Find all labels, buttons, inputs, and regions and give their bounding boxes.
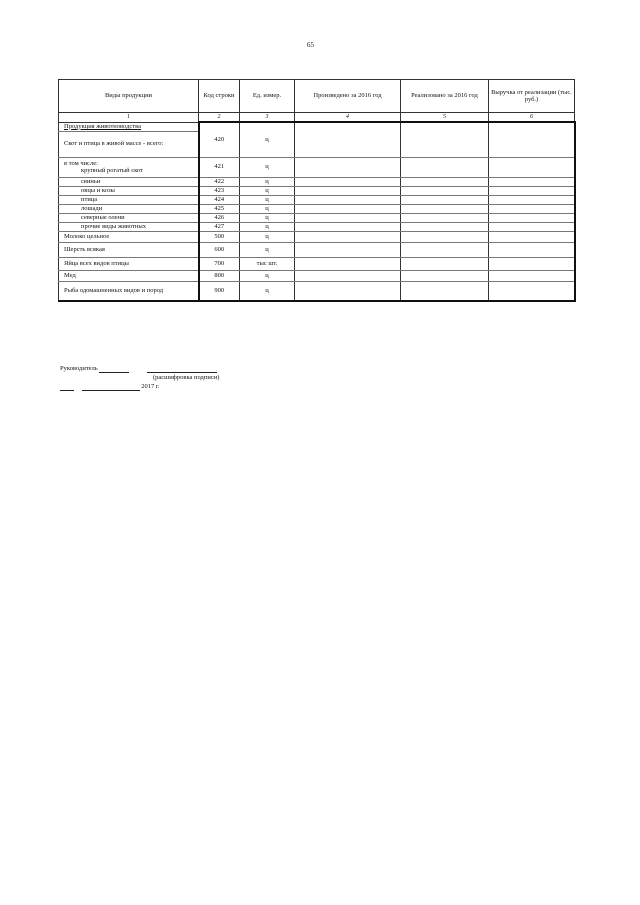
row-code: 426 <box>199 213 240 222</box>
signature-field[interactable] <box>99 372 129 373</box>
row-name: Шерсть всякая <box>59 242 199 257</box>
table-row <box>59 213 575 222</box>
row-code: 422 <box>199 177 240 186</box>
cell-sold[interactable] <box>401 281 489 301</box>
signature-line <box>60 364 219 373</box>
cell-sold[interactable] <box>401 257 489 270</box>
header-row-code: Код строки <box>199 80 240 113</box>
row-unit: ц <box>240 281 295 301</box>
col-number: 6 <box>489 113 575 123</box>
cell-produced[interactable] <box>295 204 401 213</box>
production-table <box>58 79 576 302</box>
cell-produced[interactable] <box>295 213 401 222</box>
day-field[interactable] <box>60 390 74 391</box>
row-code: 421 <box>199 157 240 177</box>
cell-revenue[interactable] <box>489 257 575 270</box>
table-row <box>59 204 575 213</box>
cell-revenue[interactable] <box>489 270 575 281</box>
table-row <box>59 195 575 204</box>
row-code: 700 <box>199 257 240 270</box>
cell-produced[interactable] <box>295 242 401 257</box>
row-unit: ц <box>240 204 295 213</box>
col-number: 5 <box>401 113 489 123</box>
decode-caption: (расшифровка подписи) <box>153 374 220 382</box>
row-code: 424 <box>199 195 240 204</box>
row-name-intro: в том числе: <box>64 159 98 167</box>
cell-sold[interactable] <box>401 222 489 231</box>
row-name: птица <box>59 195 199 204</box>
cell-revenue[interactable] <box>489 242 575 257</box>
year-label: 2017 г. <box>141 383 160 391</box>
cell-produced[interactable] <box>295 231 401 242</box>
cell-sold[interactable] <box>401 186 489 195</box>
header-unit: Ед. измер. <box>240 80 295 113</box>
cell-produced[interactable] <box>295 281 401 301</box>
cell-sold[interactable] <box>401 242 489 257</box>
month-field[interactable] <box>82 390 140 391</box>
date-line <box>60 382 219 391</box>
row-code: 900 <box>199 281 240 301</box>
cell-produced[interactable] <box>295 186 401 195</box>
row-name: Мед <box>59 270 199 281</box>
cell-produced[interactable] <box>295 195 401 204</box>
table-row <box>59 257 575 270</box>
cell-sold[interactable] <box>401 177 489 186</box>
cell-revenue[interactable] <box>489 157 575 177</box>
cell-produced[interactable] <box>295 257 401 270</box>
table-row <box>59 270 575 281</box>
row-name: северные олени <box>59 213 199 222</box>
table-row <box>59 242 575 257</box>
cell-sold[interactable] <box>401 270 489 281</box>
row-unit: ц <box>240 213 295 222</box>
cell-revenue[interactable] <box>489 186 575 195</box>
cell-produced[interactable] <box>295 157 401 177</box>
cell-revenue[interactable] <box>489 177 575 186</box>
col-number: 4 <box>295 113 401 123</box>
cell-revenue[interactable] <box>489 204 575 213</box>
header-revenue: Выручка от реализации (тыс. руб.) <box>489 80 575 113</box>
cell-sold[interactable] <box>401 213 489 222</box>
table-row <box>59 177 575 186</box>
table-row <box>59 186 575 195</box>
row-name: Молоко цельное <box>59 231 199 242</box>
page-number: 65 <box>307 41 314 49</box>
table-row <box>59 157 575 177</box>
cell-sold[interactable] <box>401 231 489 242</box>
row-code: 600 <box>199 242 240 257</box>
row-unit: ц <box>240 242 295 257</box>
cell-produced[interactable] <box>295 270 401 281</box>
cell-revenue[interactable] <box>489 231 575 242</box>
cell-revenue[interactable] <box>489 213 575 222</box>
cell-sold[interactable] <box>401 195 489 204</box>
row-name: Скот и птица в живой массе - всего: <box>59 131 199 157</box>
column-numbers <box>59 113 575 123</box>
table-row <box>59 122 575 131</box>
row-name: прочие виды животных <box>59 222 199 231</box>
cell-sold[interactable] <box>401 157 489 177</box>
cell-produced[interactable] <box>295 122 401 157</box>
cell-produced[interactable] <box>295 177 401 186</box>
row-unit: ц <box>240 157 295 177</box>
cell-produced[interactable] <box>295 222 401 231</box>
cell-sold[interactable] <box>401 122 489 157</box>
cell-sold[interactable] <box>401 204 489 213</box>
col-number: 3 <box>240 113 295 123</box>
row-name: свиньи <box>59 177 199 186</box>
table-row <box>59 231 575 242</box>
row-code: 427 <box>199 222 240 231</box>
table-row <box>59 281 575 301</box>
row-unit: тыс шт. <box>240 257 295 270</box>
row-unit: ц <box>240 231 295 242</box>
row-code: 800 <box>199 270 240 281</box>
cell-revenue[interactable] <box>489 222 575 231</box>
row-unit: ц <box>240 186 295 195</box>
col-number: 2 <box>199 113 240 123</box>
row-name: лошади <box>59 204 199 213</box>
row-unit: ц <box>240 270 295 281</box>
head-label: Руководитель <box>60 365 98 372</box>
signature-block <box>60 364 219 391</box>
row-unit: ц <box>240 177 295 186</box>
row-code: 420 <box>199 122 240 157</box>
header-sold: Реализовано за 2016 год <box>401 80 489 113</box>
table-row <box>59 222 575 231</box>
cell-revenue[interactable] <box>489 195 575 204</box>
row-code: 425 <box>199 204 240 213</box>
header-product-types: Виды продукции <box>59 80 199 113</box>
col-number: 1 <box>59 113 199 123</box>
row-code: 500 <box>199 231 240 242</box>
row-code: 423 <box>199 186 240 195</box>
row-unit: ц <box>240 222 295 231</box>
row-name: овцы и козы <box>59 186 199 195</box>
row-name <box>59 157 199 177</box>
row-name-cattle: крупный рогатый скот <box>81 167 143 174</box>
row-unit: ц <box>240 195 295 204</box>
cell-revenue[interactable] <box>489 281 575 301</box>
cell-revenue[interactable] <box>489 122 575 157</box>
section-title: Продукция животноводства <box>59 122 199 131</box>
row-name: Яйца всех видов птицы <box>59 257 199 270</box>
row-unit: ц <box>240 122 295 157</box>
header-produced: Произведено за 2016 год <box>295 80 401 113</box>
row-name: Рыба одомашненных видов и пород <box>59 281 199 301</box>
table-header <box>59 80 575 113</box>
